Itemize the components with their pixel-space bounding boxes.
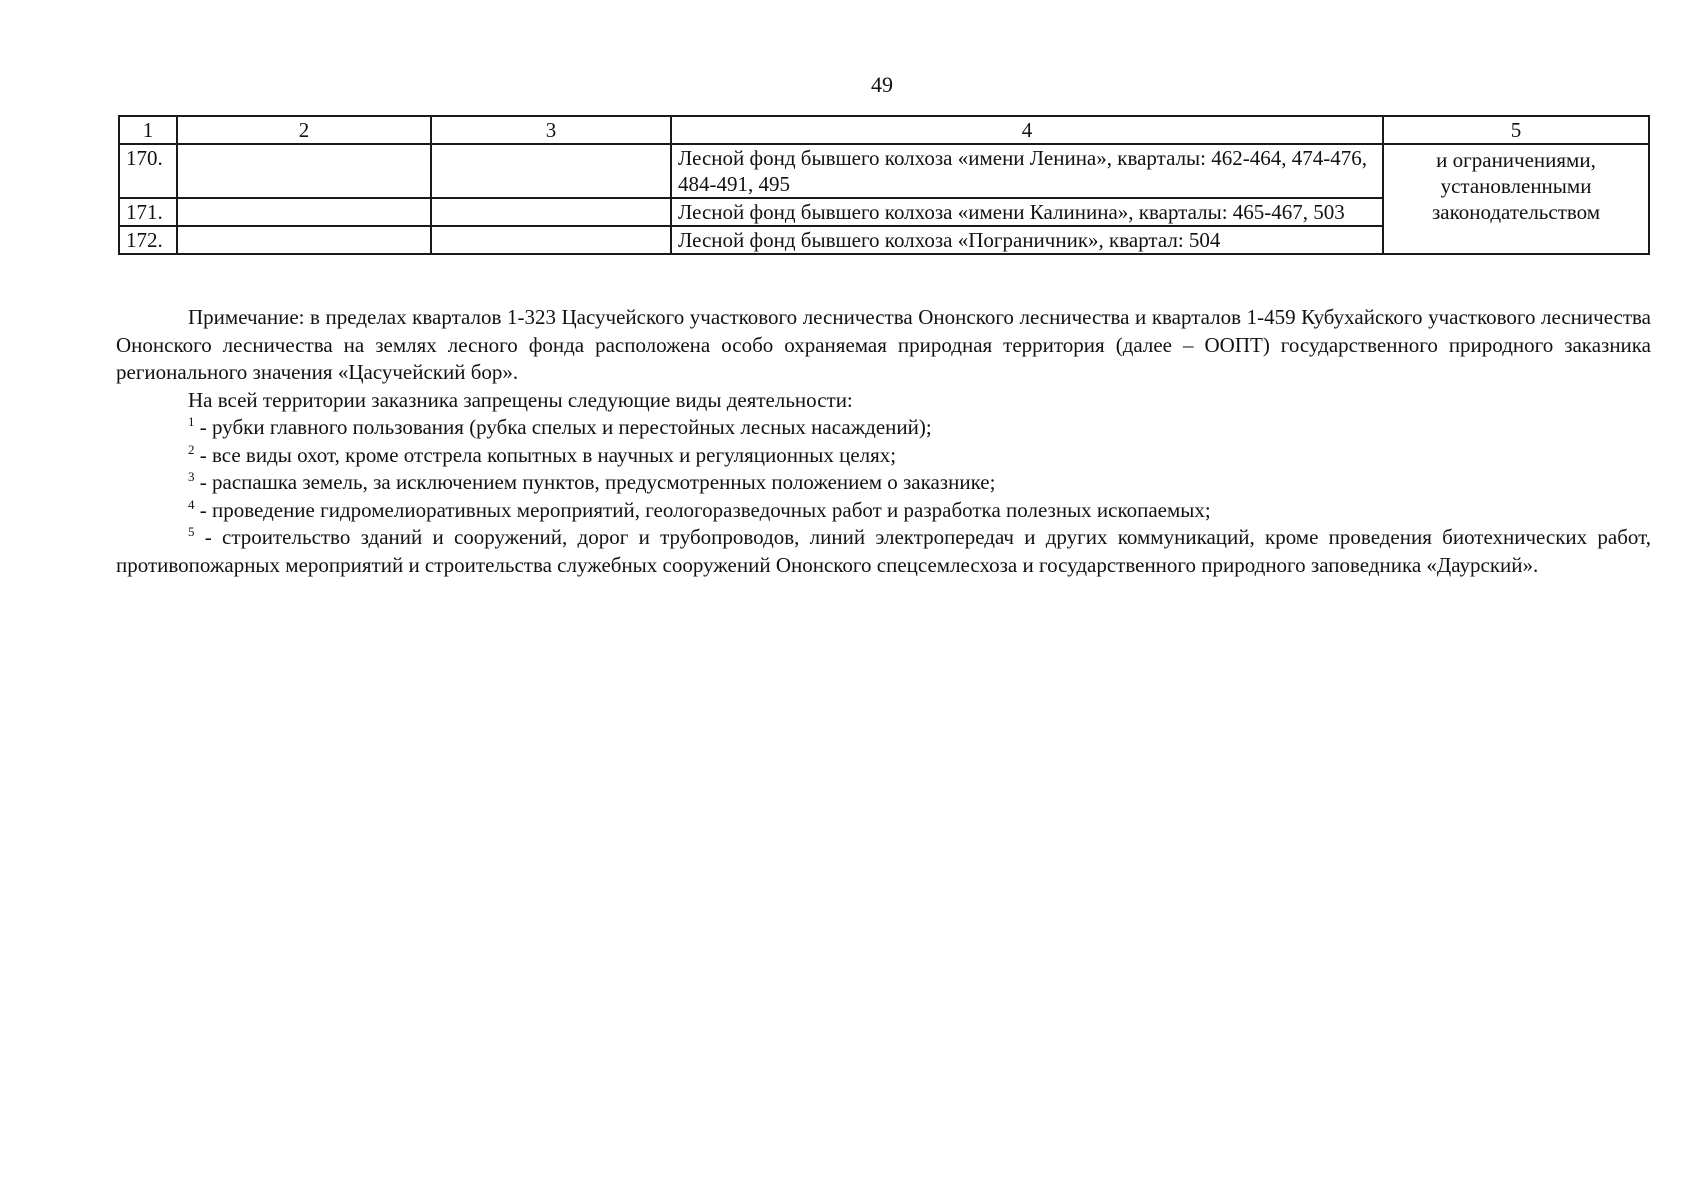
item-marker: 5	[188, 524, 195, 539]
row-number-cell: 171.	[119, 198, 177, 226]
item-text: - все виды охот, кроме отстрела копытных в научных и регуляционных целях;	[194, 442, 897, 467]
prohibited-item	[116, 442, 1651, 470]
table-row	[119, 144, 1649, 198]
item-marker: 1	[188, 414, 195, 429]
row-cell-3	[431, 198, 671, 226]
row-number-cell: 170.	[119, 144, 177, 198]
row-description-cell: Лесной фонд бывшего колхоза «имени Калинина», кварталы: 465-467, 503	[671, 198, 1383, 226]
row-cell-3	[431, 226, 671, 254]
row-cell-3	[431, 144, 671, 198]
header-cell-4: 4	[671, 116, 1383, 144]
header-cell-1: 1	[119, 116, 177, 144]
row-number-cell: 172.	[119, 226, 177, 254]
forest-fund-table	[118, 115, 1650, 255]
page-number: 49	[871, 72, 893, 97]
header-cell-2: 2	[177, 116, 431, 144]
item-text: - проведение гидромелиоративных мероприятий, геологоразведочных работ и разработка полезных ископаемых;	[194, 497, 1211, 522]
item-marker: 2	[188, 441, 195, 457]
prohibited-item	[116, 414, 1651, 442]
prohibited-item	[116, 524, 1651, 579]
note-section	[116, 304, 1651, 579]
row-cell-2	[177, 198, 431, 226]
prohibited-intro: На всей территории заказника запрещены следующие виды деятельности:	[188, 387, 853, 412]
item-text: - рубки главного пользования (рубка спелых и перестойных лесных насаждений);	[194, 415, 932, 439]
restrictions-cell: и ограничениями, установленными законодательством	[1383, 144, 1649, 254]
row-cell-2	[177, 226, 431, 254]
row-cell-2	[177, 144, 431, 198]
prohibited-item	[116, 497, 1651, 525]
note-intro: Примечание: в пределах кварталов 1-323 Цасучейского участкового лесничества Ононского лесничества и кварталов 1-459 Кубухайского участкового лесничества Ононского лесничества на землях лесного фонда расположена особо охраняемая природная территория (далее – ООПТ) государственного природного заказника регионального значения «Цасучейский бор».	[116, 305, 1651, 384]
row-description-cell: Лесной фонд бывшего колхоза «Пограничник», квартал: 504	[671, 226, 1383, 254]
header-cell-5: 5	[1383, 116, 1649, 144]
item-text: - распашка земель, за исключением пунктов, предусмотренных положением о заказнике;	[194, 470, 996, 494]
table-header-row	[119, 116, 1649, 144]
item-marker: 3	[188, 469, 195, 484]
item-text: - строительство зданий и сооружений, дорог и трубопроводов, линий электропередач и других коммуникаций, кроме проведения биотехнических работ, противопожарных мероприятий и строительства служебных сооружений Ононского спецсемлесхоза и государственного природного заповедника «Даурский».	[116, 525, 1651, 577]
row-description-cell: Лесной фонд бывшего колхоза «имени Ленина», кварталы: 462-464, 474-476, 484-491, 495	[671, 144, 1383, 198]
prohibited-item	[116, 469, 1651, 497]
header-cell-3: 3	[431, 116, 671, 144]
item-marker: 4	[188, 496, 195, 512]
